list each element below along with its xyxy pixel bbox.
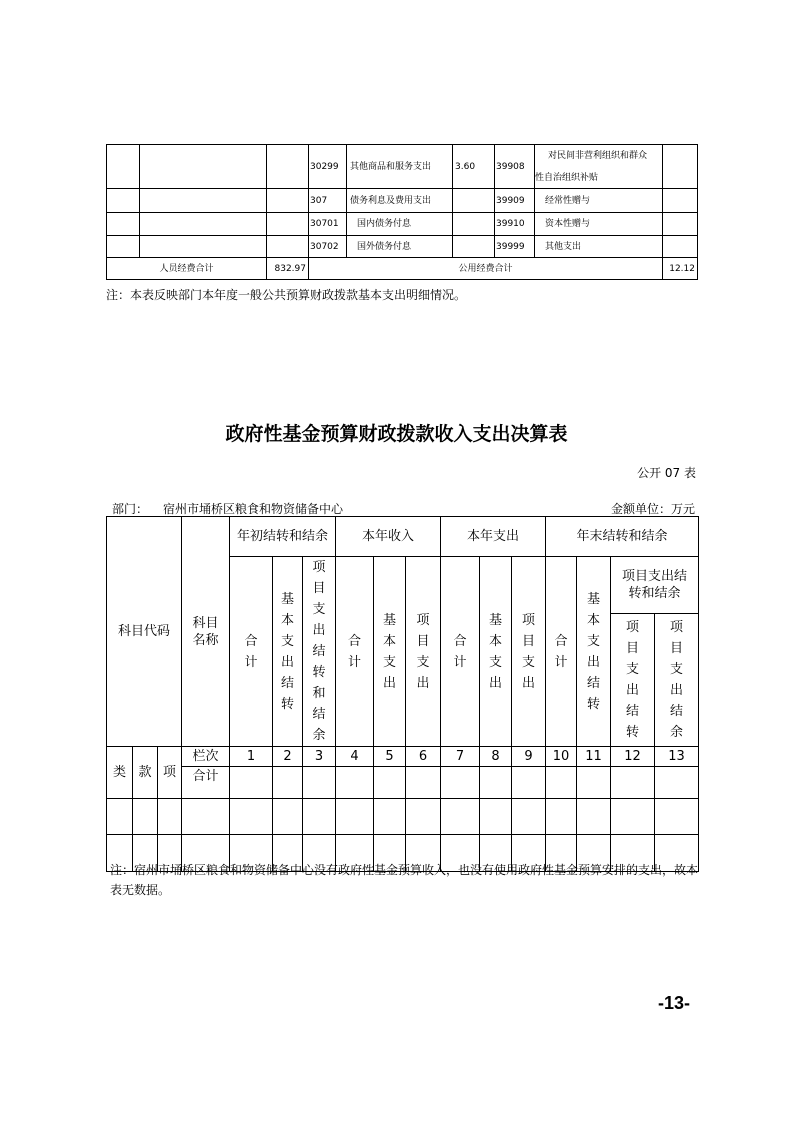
basic-expenditure-detail-table (106, 144, 698, 280)
amount (663, 189, 698, 213)
cell (406, 799, 441, 835)
amount (663, 145, 698, 189)
cell (107, 799, 133, 835)
header-text: 项目支出结转 (625, 619, 639, 740)
economic-name: 经常性赠与 (535, 189, 663, 213)
column-number: 2 (273, 747, 303, 767)
header-xiang: 项 (158, 747, 182, 799)
header-income: 本年收入 (336, 517, 441, 557)
economic-name: 债务利息及费用支出 (347, 189, 453, 213)
form-number: 公开 07 表 (637, 466, 696, 480)
cell (577, 767, 611, 799)
totals-row (107, 258, 698, 280)
cell (441, 799, 480, 835)
amount: 3.60 (453, 145, 495, 189)
header-text: 合计 (347, 633, 361, 670)
total-row (107, 767, 699, 799)
column-number: 11 (577, 747, 611, 767)
subject-code-header: 科目代码 (107, 517, 182, 747)
cell (182, 799, 230, 835)
cell (512, 799, 546, 835)
cell (611, 799, 655, 835)
col-basic-income (374, 557, 406, 747)
table-row (107, 145, 698, 189)
cell (267, 145, 309, 189)
column-number: 5 (374, 747, 406, 767)
cell (546, 767, 577, 799)
cell (140, 213, 267, 236)
economic-name: 其他商品和服务支出 (347, 145, 453, 189)
header-text: 基本支出结转 (586, 591, 600, 712)
table-row (107, 213, 698, 236)
cell (158, 799, 182, 835)
column-number: 8 (480, 747, 512, 767)
page-number: -13- (657, 993, 690, 1013)
amount (453, 236, 495, 258)
header-text: 年初结转和结余 (236, 529, 328, 544)
column-number: 9 (512, 747, 546, 767)
col-project-carry (611, 613, 655, 746)
economic-code: 30702 (309, 236, 347, 258)
header-text: 基本支出 (382, 612, 396, 691)
table-row (107, 189, 698, 213)
cell (655, 767, 699, 799)
cell (273, 799, 303, 835)
public-total-label: 公用经费合计 (309, 258, 663, 280)
header-expenditure: 本年支出 (441, 517, 546, 557)
economic-name: 国内债务付息 (347, 213, 453, 236)
column-number-row (107, 747, 699, 767)
amount (453, 189, 495, 213)
economic-name: 其他支出 (535, 236, 663, 258)
col-basic-expenditure (480, 557, 512, 747)
col-total-1 (230, 557, 273, 747)
header-text: 项目支出 (416, 612, 430, 691)
column-number: 7 (441, 747, 480, 767)
header-opening-balance (230, 517, 336, 557)
header-text: 合计 (244, 633, 258, 670)
table-note: 注：宿州市埇桥区粮食和物资储备中心没有政府性基金预算收入，也没有使用政府性基金预算安排的支出，故本表无数据。 (110, 863, 699, 897)
column-number: 3 (303, 747, 336, 767)
cell (336, 767, 374, 799)
cell (374, 799, 406, 835)
economic-code: 30701 (309, 213, 347, 236)
economic-name (535, 145, 663, 189)
col-project-carry-balance (303, 557, 336, 747)
col-total-4 (546, 557, 577, 747)
economic-name: 国外债务付息 (347, 236, 453, 258)
cell (374, 767, 406, 799)
header-text: 基本支出 (488, 612, 502, 691)
cell (273, 767, 303, 799)
header-text: 项目支出结转和结余 (312, 560, 326, 743)
amount-unit: 金额单位：万元 (610, 502, 695, 516)
table-note: 注：本表反映部门本年度一般公共预算财政拨款基本支出明细情况。 (106, 288, 467, 302)
cell (267, 213, 309, 236)
column-number: 1 (230, 747, 273, 767)
cell (133, 799, 158, 835)
column-number: 13 (655, 747, 699, 767)
cell (230, 767, 273, 799)
economic-code: 39999 (495, 236, 535, 258)
subject-name-header (182, 517, 230, 747)
cell (140, 145, 267, 189)
cell (406, 767, 441, 799)
personnel-total-label: 人员经费合计 (107, 258, 267, 280)
header-text: 基本支出结转 (280, 591, 294, 712)
cell (107, 236, 140, 258)
col-basic-carry (273, 557, 303, 747)
amount (453, 213, 495, 236)
column-number: 10 (546, 747, 577, 767)
col-total-3 (441, 557, 480, 747)
header-lei: 类 (107, 747, 133, 799)
cell (546, 799, 577, 835)
header-closing-balance: 年末结转和结余 (546, 517, 699, 557)
column-number: 6 (406, 747, 441, 767)
cell (441, 767, 480, 799)
economic-code: 30299 (309, 145, 347, 189)
header-text: 合计 (554, 633, 568, 670)
col-project-expenditure (512, 557, 546, 747)
economic-code: 307 (309, 189, 347, 213)
table-row (107, 236, 698, 258)
cell (480, 767, 512, 799)
amount (663, 213, 698, 236)
cell (107, 145, 140, 189)
col-total-2 (336, 557, 374, 747)
header-project-carry-balance (611, 557, 699, 614)
subject-name-text: 科目名称 (192, 615, 219, 648)
page-title: 政府性基金预算财政拨款收入支出决算表 (225, 423, 568, 445)
cell (303, 799, 336, 835)
cell (140, 236, 267, 258)
col-basic-carry-end (577, 557, 611, 747)
economic-name-line: 性自治组织补贴 (535, 172, 599, 183)
row-index-label: 栏次 (182, 747, 230, 767)
cell (611, 767, 655, 799)
cell (267, 236, 309, 258)
cell (303, 767, 336, 799)
header-kuan: 款 (133, 747, 158, 799)
cell (140, 189, 267, 213)
department-name: 宿州市埇桥区粮食和物资储备中心 (163, 502, 344, 516)
economic-name: 资本性赠与 (535, 213, 663, 236)
header-text: 项目支出 (521, 612, 535, 691)
cell (267, 189, 309, 213)
cell (577, 799, 611, 835)
header-text: 合计 (453, 633, 467, 670)
header-text: 项目支出结余 (669, 619, 683, 740)
department-label: 部门： (112, 502, 149, 516)
amount (663, 236, 698, 258)
cell (512, 767, 546, 799)
header-text: 项目支出结转和结余 (621, 568, 687, 601)
table-row (107, 799, 699, 835)
cell (230, 799, 273, 835)
header-row (107, 517, 699, 557)
total-row-label: 合计 (182, 767, 230, 799)
personnel-total-value: 832.97 (267, 258, 309, 280)
col-project-income (406, 557, 441, 747)
economic-code: 39909 (495, 189, 535, 213)
economic-code: 39908 (495, 145, 535, 189)
economic-name-line: 对民间非营利组织和群众 (548, 150, 648, 161)
cell (336, 799, 374, 835)
cell (107, 213, 140, 236)
public-total-value: 12.12 (663, 258, 698, 280)
cell (655, 799, 699, 835)
cell (107, 189, 140, 213)
column-number: 4 (336, 747, 374, 767)
cell (480, 799, 512, 835)
col-project-balance (655, 613, 699, 746)
economic-code: 39910 (495, 213, 535, 236)
government-fund-table (106, 516, 699, 872)
column-number: 12 (611, 747, 655, 767)
